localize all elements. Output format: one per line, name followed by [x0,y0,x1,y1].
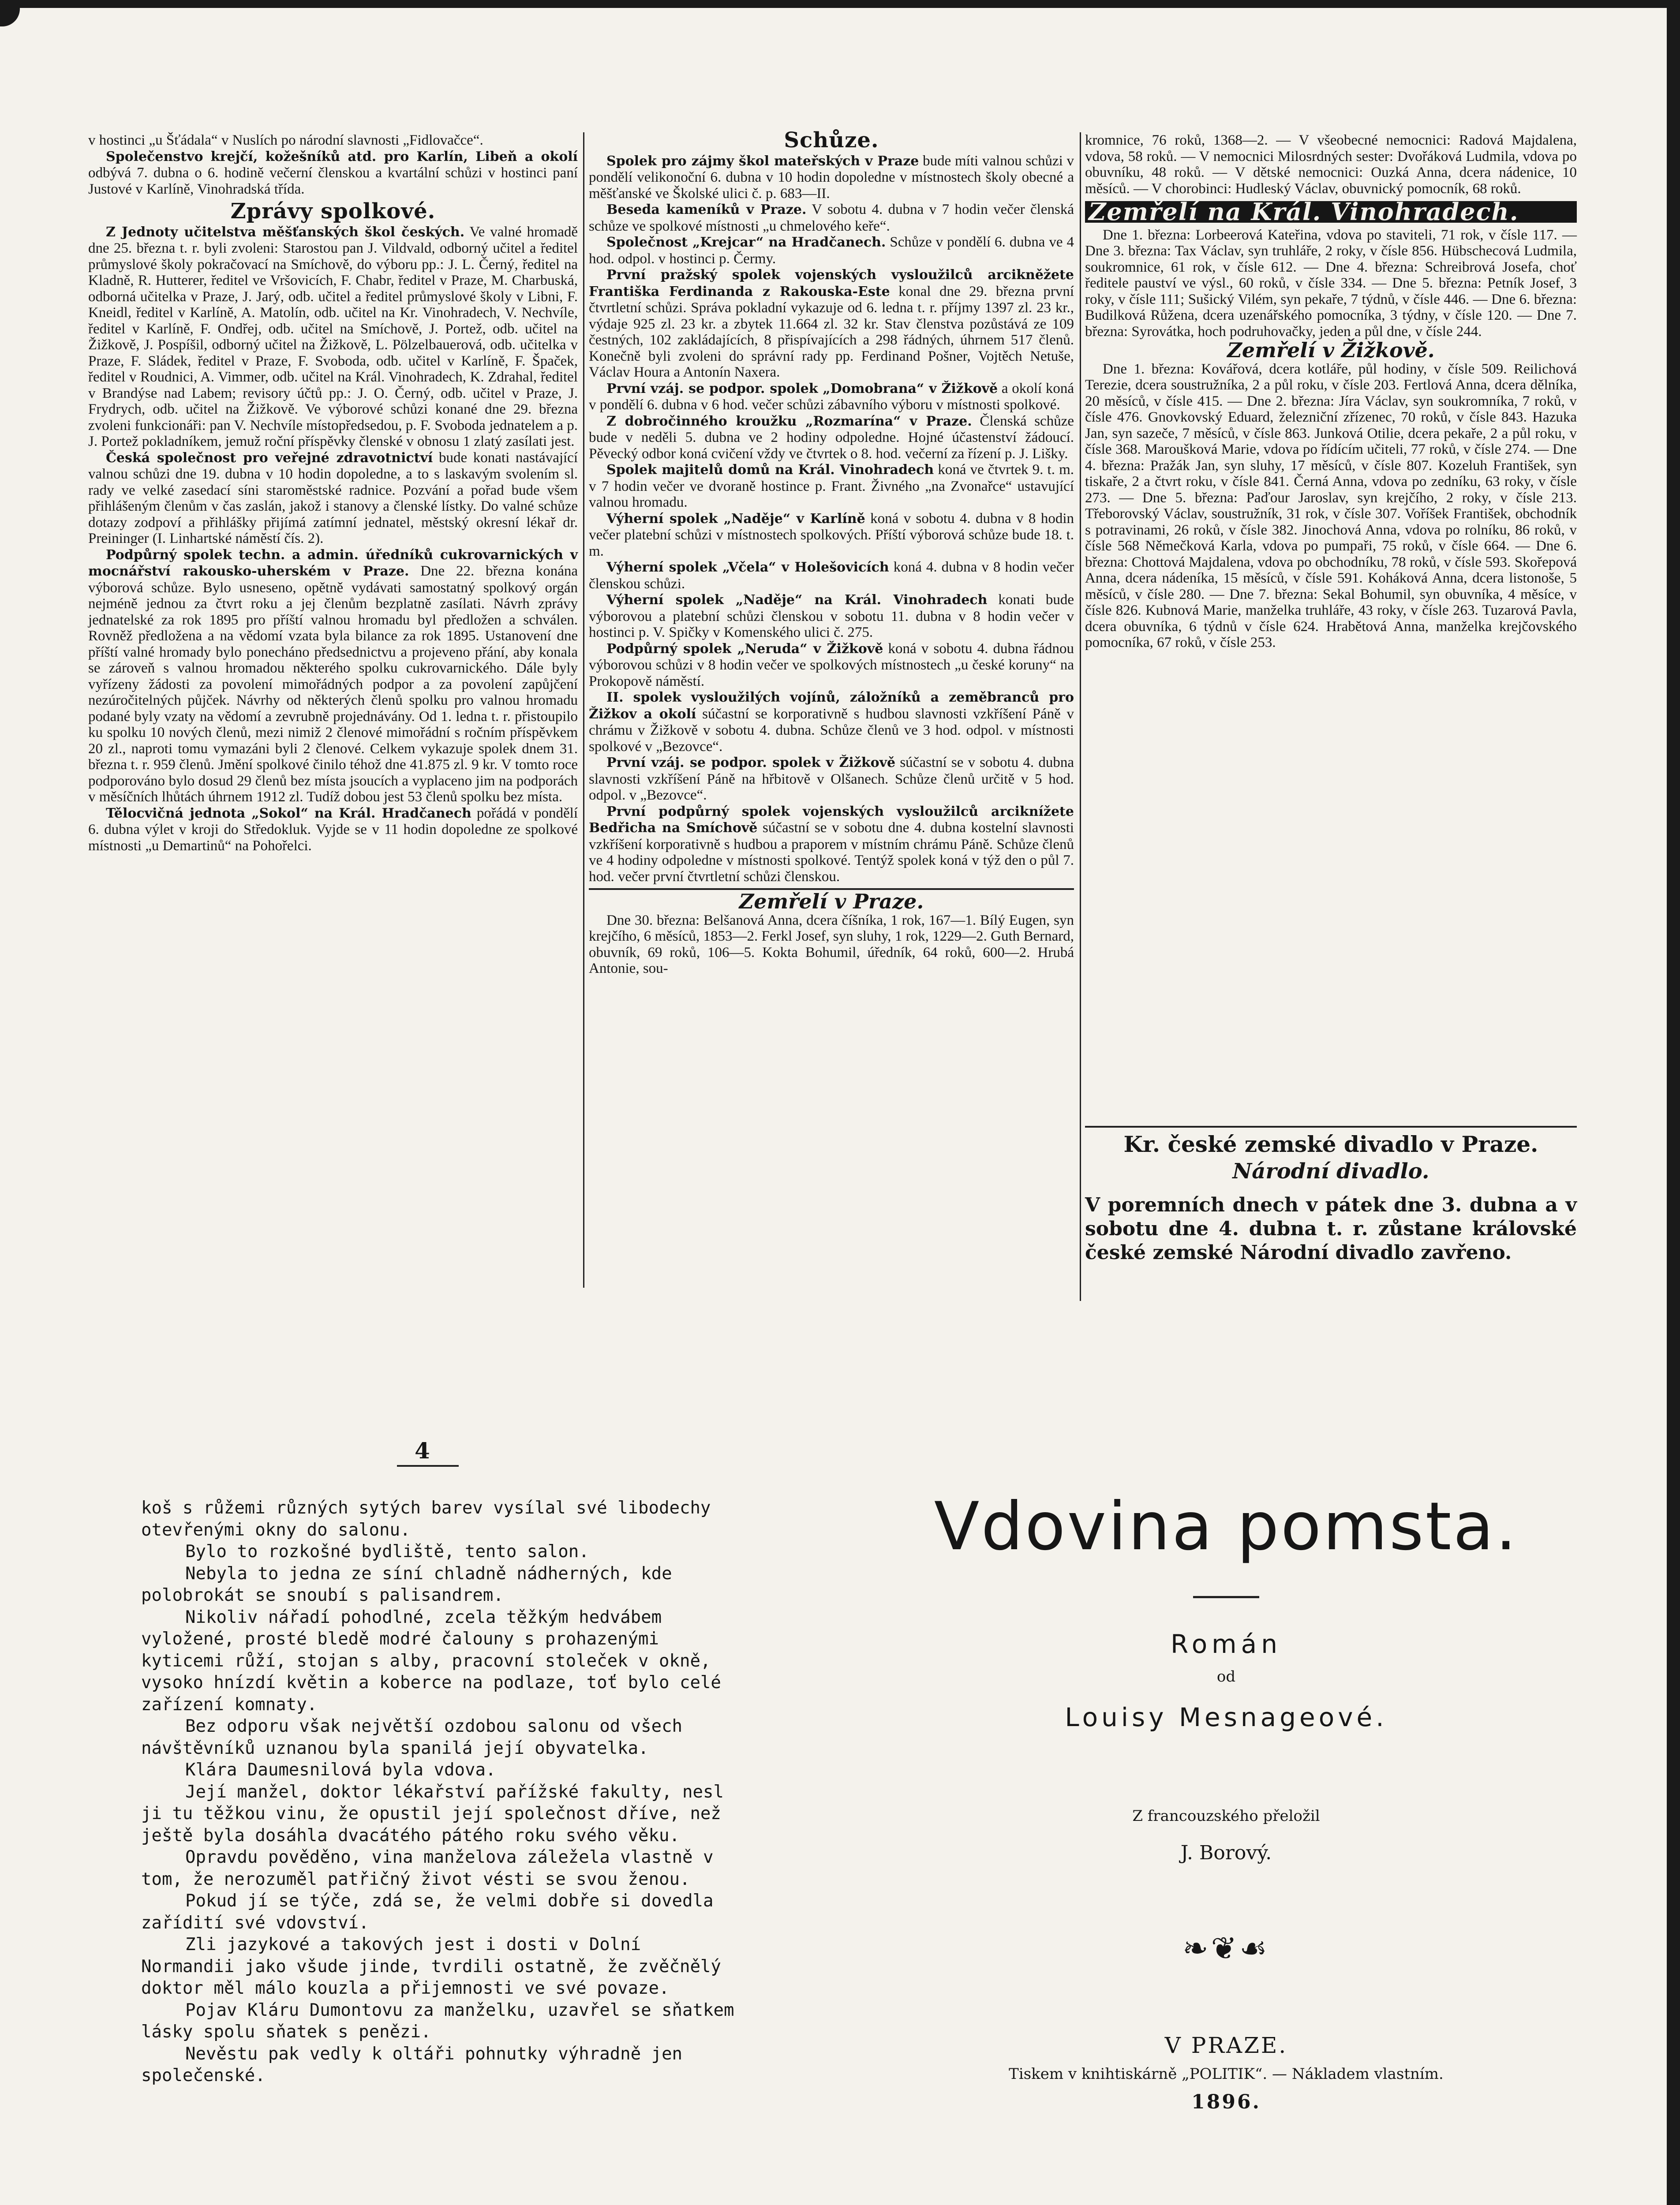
col1-p4-body: bude konati nastávající valnou schůzi dne 19. dubna v 10 hodin dopoledne, a to s laskavým svolením sl. rady ve velké zasedací síni staroměstské radnice. Pozvání a pořad bude všem přihlášeným členům v čas zaslán, jakož i stanovy a členské lístky. Do valné schůze dotazy zodpoví a přihlášky přijímá zatímní jednatel, městský okresní lékař dr. Preininger (I. Linhartské náměstí čís. 2). [88,449,578,546]
meeting-notice-body: koná 4. dubna v 8 hodin večer členskou schůzi. [589,559,1074,592]
meeting-notice [589,641,1074,690]
meeting-notice-body: bude míti valnou schůzi v pondělí velikonoční 6. dubna v 10 hodin dopoledne v místnostech školy obecné a měšťanské ve Školské ulici č. p. 683—II. [589,153,1074,202]
novel-paragraph: Nikoliv nářadí pohodlné, zcela těžkým hedvábem vyložené, prosté bledě modré čalouny s prohazenými kyticemi růží, stojan s alby, pracovní stoleček v okně, vysoko hnízdí květin a koberce na podlaze, toť bylo celé zařízení komnaty. [141,1607,721,1715]
novel-paragraph: Klára Daumesnilová byla vdova. [185,1760,496,1780]
newspaper-column-3 [1085,132,1577,651]
meeting-notice-body: konal dne 29. března první čtvrtletní schůzi. Správa pokladní vykazuje od 6. ledna t. r. příjmy 1397 zl. 23 kr., výdaje 925 zl. 23 kr. a zbytek 11.664 zl. 32 kr. Stav členstva pozůstává ze 109 čestných, 102 zakládajících, 8 přispívajících a 298 řádných, úhrnem 517 členů. Konečně byli zvoleni do správní rady pp. Ferdinand Pošner, Vojtěch Netuše, Václav Houra a Antonín Naxera. [589,283,1074,380]
col1-paragraph-1: v hostinci „u Šťádala“ v Nuslích po národní slavnosti „Fidlovačce“. [88,132,483,148]
meeting-notice-title: První vzáj. se podpor. spolek v Žižkově [606,755,896,770]
title-rule [1193,1596,1259,1598]
col3-paragraph-3: Dne 1. března: Kovářová, dcera kotláře, půl hodiny, v čísle 509. Reilichová Terezie, dcera soustružníka, 2 a půl roku, v čísle 203. Fertlová Anna, dcera dělníka, 20 měsíců, v čísle 415. — Dne 2. března: Jíra Václav, syn soukromníka, 7 roků, v čísle 476. Gnovkovský Eduard, železniční zřízenec, 70 roků, v čísle 843. Hazuka Jan, syn sazeče, 7 měsíců, v čísle 863. Junková Otilie, dcera pekaře, 2 a půl roku, v čísle 368. Maroušková Marie, vdova po řídícím učiteli, 77 roků, v čísle 274. — Dne 4. března: Pražák Jan, syn sluhy, 17 měsíců, v čísle 807. Kozeluh František, syn tiskaře, 2 a čtvrt roku, v čísle 841. Černá Anna, vdova po zedníku, 63 roky, v čísle 273. — Dne 5. března: Paďour Jaroslav, syn krejčího, 2 roky, v čísle 213. Třeborovský Václav, soustružník, 31 rok, v čísle 307. Voříšek František, obchodník s potravinami, 26 roků, v čísle 382. Jinochová Anna, vdova po rolníku, 86 roků, v čísle 568 Němečková Karla, vdova po pumpaři, 75 roků, v čísle 664. — Dne 6. března: Chottová Majdalena, vdova po obchodníku, 78 roků, v čísle 593. Skořepová Anna, dcera nádeníka, 15 měsíců, v čísle 591. Koháková Anna, dcera listonoše, 5 měsíců, v čísle 280. — Dne 7. března: Sekal Bohumil, syn obuvníka, 4 měsíce, v čísle 826. Kubnová Marie, manželka truhláře, 43 roky, v čísle 263. Tuzarová Pavla, dcera obuvníka, 6 týdnů v čísle 624. Hrabětová Anna, manželka krejčovského pomocníka, 67 roků, v čísle 253. [1085,361,1577,650]
section-heading-zemreli-zizkov: Zemřelí v Žižkově. [1227,338,1435,362]
novel-paragraph: koš s růžemi různých sytých barev vysílal své libodechy otevřenými okny do salonu. [141,1498,711,1540]
col1-p2-body: odbývá 7. dubna o 6. hodině večerní členskou a kvartální schůzi v hostinci paní Justové v Karlíně, Vinohradská třída. [88,165,578,197]
col1-p4-title: Česká společnost pro veřejné zdravotnictví [106,450,433,466]
author-preposition: od [1216,1668,1236,1686]
col1-p3-body: Ve valné hromadě dne 25. března t. r. byli zvoleni: Starostou pan J. Vildvald, odborný učitel a ředitel průmyslové školy pokračovací na Smíchově, do výboru pp.: J. L. Černý, ředitel na Kladně, R. Hutterer, ředitel ve Vršovicích, F. Chabr, ředitel v Praze, M. Charbuská, odborná učitelka v Praze, J. Jarý, odb. učitel a ředitel průmyslové školy v Libni, F. Kneidl, ředitel v Karlíně, A. Matolín, odb. učitel na Kr. Vinohradech, V. Nechvíle, ředitel v Karlíně, F. Ondřej, odb. učitel na Smíchově, J. Portež, odb. učitel na Žižkově, J. Pospíšil, odborný učitel na Žižkově, L. Pölzelbauerová, odb. učitelka v Praze, F. Sládek, ředitel v Praze, F. Svoboda, odb. učitel v Karlíně, F. Špaček, ředitel v Roudnici, A. Vimmer, odb. učitel na Král. Vinohradech, K. Zdrahal, ředitel v Brandýse nad Labem; revisory účtů pp.: J. O. Černý, odb. učitel v Praze, J. Frydrych, odb. učitel na Žižkově. Ve výborové schůzi konané dne 29. března zvoleni funkcionáři: pan V. Nechvíle místopředsedou, p. F. Svoboda jednatelem a p. J. Portež pokladníkem, jemuž roční příspěvky členské v obnosu 1 zlatý zasílati jest. [88,224,578,449]
meeting-notice [589,804,1074,885]
theatre-text: V poremních dnech v pátek dne 3. dubna a v sobotu dne 4. dubna t. r. zůstane královské české zemské Národní divadlo zavřeno. [1085,1194,1577,1264]
meeting-notice-title: II. spolek vysloužilých vojínů, záložníků a zeměbranců pro Žižkov a okolí [589,690,1074,722]
translation-note: Z francouzského přeložil [1132,1807,1320,1825]
meeting-notice-title: Výherní spolek „Naděje“ na Král. Vinohradech [606,592,988,608]
novel-text [141,1497,737,2087]
meeting-notice-body: koná v sobotu 4. dubna v 8 hodin večer platební schůzi v místnostech spolkových. Příští výborová schůze bude 18. t. m. [589,510,1074,559]
col3-paragraph-1: kromnice, 76 roků, 1368—2. — V všeobecné nemocnici: Radová Majdalena, vdova, 58 roků. — V nemocnici Milosrdných sester: Dvořáková Ludmila, vdova po obuvníku, 48 roků. — V dětské nemocnici: Ouzká Anna, dcera nádenice, 10 měsíců. — V chorobinci: Hudleský Václav, obuvnický pomocník, 68 roků. [1085,132,1577,197]
meeting-notice-title: Společnost „Krejcar“ na Hradčanech. [606,235,886,250]
col1-paragraph-4 [88,450,578,547]
section-heading-zemreli-v-praze: Zemřelí v Praze. [739,889,924,913]
page-number: 4 [415,1438,430,1464]
col1-p5-body: Dne 22. března konána výborová schůze. Bylo usneseno, opětně vydávati samostatný spolkový orgán nejméně jednou za čtvrt roku a jej členům bezplatně zasílati. Návrh zprávy jednatelské za rok 1895 pro příští valnou hromadu byl předložen a schválen. Rovněž předložena a na vědomí vzata byla bilance za rok 1895. Ustanovení dne příští valné hromady bylo ponecháno předsednictvu a projeveno přání, aby konala se zároveň s valnou hromadou některého spolku cukrovarnického. Dále byly vyřízeny žádosti za povolení mimořádných podpor a za povolení zapůjčení nezúročitelných půjček. Návrhy od některých členů spolku pro valnou hromadu podané byly vzaty na vědomí a zevrubně projednávány. Od 1. ledna t. r. přistoupilo ku spolku 10 nových členů, mezi nimiž 2 členové mimořádní s ročním příspěvkem 20 zl., naproti tomu vymazáni byli 2 členové. Celkem vykazuje spolek dnem 31. března t. r. 959 členů. Jmění spolkové činilo téhož dne 41.875 zl. 9 kr. V tomto roce podporováno bylo dosud 29 členů bez místa jsoucích a vyplaceno jim na podporách v měsíčních lhůtách úhrnem 1912 zl. Tudíž dobou jest 53 členů spolku bez místa. [88,563,578,805]
col1-p6-body: pořádá v pondělí 6. dubna výlet v kroji do Středokluk. Vyjde se v 11 hodin dopoledne ze spolkové místnosti „u Demartinů“ na Pohořelci. [88,805,578,854]
book-genre: Román [1171,1629,1282,1659]
title-page [864,1488,1588,2113]
printer-note: Tiskem v knihtiskárně „POLITIK“. — Nákladem vlastním. [1009,2065,1444,2083]
meeting-notice-body: konati bude výborovou a platební schůzi členskou v sobotu 11. dubna v 8 hodin večer v hostinci p. V. Spičky v Komenského ulici č. 275. [589,592,1074,640]
meeting-notice [589,689,1074,755]
novel-paragraph: Zli jazykové a takových jest i dosti v Dolní Normandii jako všude jinde, tvrdili ostatně, že zvěčnělý doktor měl málo kouzla a přijemnosti ve své povaze. [141,1935,721,1998]
col1-paragraph-3 [88,224,578,450]
meeting-notice [589,559,1074,592]
meeting-notice [589,413,1074,462]
meeting-notice-title: Z dobročinného kroužku „Rozmarína“ v Praze. [606,413,972,429]
col1-p2-title: Společenstvo krejčí, kožešníků atd. pro Karlín, Libeň a okolí [106,149,578,164]
meeting-notices-list [589,153,1074,885]
meeting-notice [589,202,1074,234]
column-divider-1 [583,132,584,1288]
col1-p6-title: Tělocvičná jednota „Sokol“ na Král. Hradčanech [106,805,471,821]
novel-paragraph: Bez odporu však největší ozdobou salonu od všech návštěvníků uznanou byla spanilá její obyvatelka. [141,1716,683,1758]
meeting-notice-body: súčastní se v sobotu dne 4. dubna kostelní slavnosti vzkříšení korporativně s hudbou a praporem v místním chrámu Páně. Schůze členů ve 4 hodiny odpoledne v místnosti spolkové. Tentýž spolek koná v týž den o půl 7. hod. večer první čtvrtletní schůzi členskou. [589,820,1074,885]
page-number-rule [397,1465,459,1467]
meeting-notice-body: Členská schůze bude v neděli 5. dubna ve 2 hodiny odpoledne. Hojné účastenství žádoucí. Pěvecký odbor koná cvičení vždy ve čtvrtek o 8. hod. večerní za řízení p. J. Lišky. [589,413,1074,462]
meeting-notice-title: První vzáj. se podpor. spolek „Domobrana“ v Žižkově [606,381,998,396]
novel-paragraph: Její manžel, doktor lékařství pařížské fakulty, nesl ji tu těžkou vinu, že opustil její společnost dříve, než ještě byla dosáhla dvacátého pátého roku svého věku. [141,1782,724,1846]
col1-paragraph-2 [88,149,578,198]
meeting-notice-body: a okolí koná v pondělí 6. dubna v 6 hod. večer schůzi zábavního výboru v místnosti spolkové. [589,380,1074,413]
meeting-notice-body: súčastní se v sobotu 4. dubna slavnosti vzkříšení Páně na hřbitově v Olšanech. Schůze členů určitě v 5 hod. odpol. v „Bezovce“. [589,755,1074,803]
publication-place: V PRAZE. [1164,2033,1288,2058]
column-divider-2 [1080,132,1081,1301]
meeting-notice-body: koná ve čtvrtek 9. t. m. v 7 hodin večer ve dvoraně hostince p. Frant. Živného „na Zvonařce“ ustavující valnou hromadu. [589,462,1074,510]
meeting-notice [589,592,1074,641]
meeting-notice [589,511,1074,560]
newspaper-column-1 [88,132,578,854]
meeting-notice-title: Spolek majitelů domů na Král. Vinohradech [606,462,934,478]
novel-paragraph: Nevěstu pak vedly k oltáři pohnutky výhradně jen společenské. [141,2044,683,2085]
publication-year: 1896. [1191,2091,1261,2113]
theatre-subheading: Národní divadlo. [1232,1159,1429,1184]
section-heading-zpravy-spolkove: Zprávy spolkové. [230,199,436,224]
meeting-notice-title: Beseda kameníků v Praze. [606,202,807,217]
meeting-notice-title: Výherní spolek „Naděje“ v Karlíně [606,511,865,527]
section-heading-zemreli-vinohrady: Zemřelí na Král. Vinohradech. [1085,201,1577,223]
meeting-notice [589,234,1074,267]
meeting-notice [589,462,1074,511]
col3-paragraph-2: Dne 1. března: Lorbeerová Kateřina, vdova po staviteli, 71 rok, v čísle 117. — Dne 3. března: Tax Václav, syn truhláře, 2 roky, v čísle 856. Hübschecová Ludmila, soukromnice, 61 rok, v čísle 612. — Dne 4. března: Schreibrová Josefa, choť ředitele pauství ve výsl., 60 roků, v čísle 334. — Dne 5. března: Petník Josef, 3 roky, v čísle 111; Sušický Vilém, syn pekaře, 7 týdnů, v čísle 446. — Dne 6. března: Budilková Růžena, dcera uzenářského pomocníka, 3 týdny, v čísle 120. — Dne 7. března: Syrovátka, hoch podruhovačky, jeden a půl dne, v čísle 244. [1085,227,1577,340]
book-title: Vdovina pomsta. [934,1488,1519,1565]
meeting-notice-body: súčastní se korporativně s hudbou slavnosti vzkříšení Páně v chrámu v Žižkově v sobotu 4. dubna. Schůze členů ve 3 hod. odpol. v místnosti spolkové v „Bezovce“. [589,706,1074,755]
novel-paragraph: Pojav Kláru Dumontovu za manželku, uzavřel se sňatkem lásky spolu sňatek s penězi. [141,2000,734,2042]
col1-p5-title: Podpůrný spolek techn. a admin. úředníků cukrovarnických v mocnářství rakousko-uherském v Praze. [88,547,578,579]
meeting-notice-title: Spolek pro zájmy škol mateřských v Praze [606,153,919,169]
novel-paragraph: Pokud jí se týče, zdá se, že velmi dobře si dovedla zařídití své vdovství. [141,1891,714,1933]
novel-paragraph: Opravdu pověděno, vina manželova záležela vlastně v tom, že nerozuměl patřičný život vésti se svou ženou. [141,1847,714,1889]
translator-name: J. Borový. [1180,1842,1272,1864]
section-heading-schuze: Schůze. [784,128,879,153]
col1-paragraph-5 [88,547,578,805]
meeting-notice [589,267,1074,381]
meeting-notice-body: V sobotu 4. dubna v 7 hodin večer členská schůze ve spolkové místnosti „u chmelového keře“. [589,202,1074,234]
col1-p3-title: Z Jednoty učitelstva měšťanských škol českých. [106,224,465,240]
meeting-notice-title: První podpůrný spolek vojenských vysloužilců arciknížete Bedřicha na Smíchově [589,804,1074,836]
theatre-heading: Kr. české zemské divadlo v Praze. [1123,1131,1538,1157]
theatre-notice [1085,1122,1577,1265]
ornament-icon: ❧❦☙ [1182,1930,1270,1966]
theatre-top-rule [1085,1126,1577,1128]
meeting-notice [589,381,1074,413]
meeting-notice-title: Výherní spolek „Včela“ v Holešovicích [606,560,889,575]
meeting-notice-body: Schůze v pondělí 6. dubna ve 4 hod. odpol. v hostinci p. Čermy. [589,234,1074,267]
meeting-notice-title: Podpůrný spolek „Neruda“ v Žižkově [606,641,883,657]
newspaper-column-2 [589,128,1074,977]
col1-paragraph-6 [88,805,578,854]
novel-paragraph: Bylo to rozkošné bydliště, tento salon. [185,1542,589,1562]
meeting-notice [589,153,1074,202]
meeting-notice [589,755,1074,804]
novel-paragraph: Nebyla to jedna ze síní chladně nádherných, kde polobrokát se snoubí s palisandrem. [141,1563,672,1605]
meeting-notice-body: koná v sobotu 4. dubna řádnou výborovou schůzi v 8 hodin večer ve spolkových místnostech „u české koruny“ na Prokopově náměstí. [589,640,1074,689]
book-author: Louisy Mesnageové. [1065,1702,1388,1732]
col2-deaths-text: Dne 30. března: Belšanová Anna, dcera číšníka, 1 rok, 167—1. Bílý Eugen, syn krejčího, 6 měsíců, 1853—2. Ferkl Josef, syn sluhy, 1 rok, 1229—2. Guth Bernard, obuvník, 69 roků, 106—5. Kokta Bohumil, úředník, 64 roků, 600—2. Hrubá Antonie, sou- [589,912,1074,976]
meeting-notice-title: První pražský spolek vojenských vysloužilců arcikněžete Františka Ferdinanda z Rakouska-Este [589,267,1074,299]
